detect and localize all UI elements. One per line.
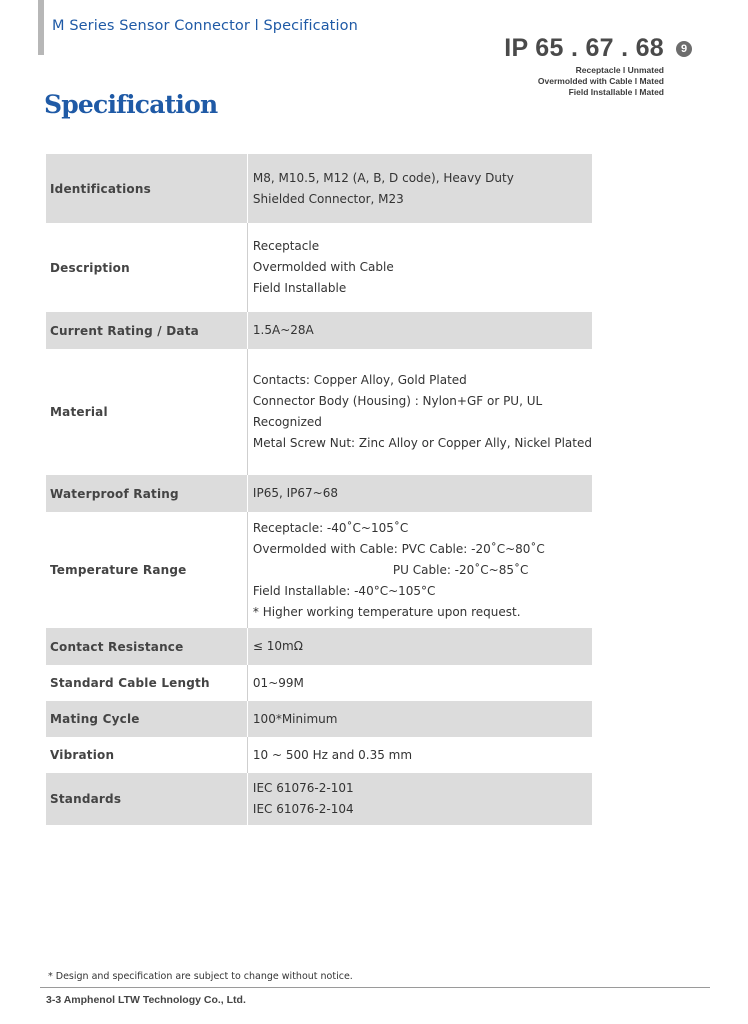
spec-row-identifications xyxy=(46,154,592,223)
spec-row-vibration xyxy=(46,737,592,773)
spec-row-cable-length xyxy=(46,665,592,701)
header-title: M Series Sensor Connector l Specification xyxy=(52,18,358,34)
spec-row-waterproof xyxy=(46,475,592,512)
spec-value xyxy=(247,773,592,825)
spec-row-temperature xyxy=(46,512,592,628)
spec-value xyxy=(247,512,592,628)
spec-value-line: * Higher working temperature upon request. xyxy=(252,604,521,619)
spec-value xyxy=(247,475,592,512)
spec-row-mating-cycle xyxy=(46,701,592,737)
spec-value xyxy=(247,701,592,737)
spec-value-line: IP65, IP67~68 xyxy=(252,486,338,500)
spec-value-line: IEC 61076-2-104 xyxy=(252,802,354,816)
spec-value-line: IEC 61076-2-101 xyxy=(252,781,354,795)
header-accent-bar xyxy=(38,0,44,55)
spec-value-line: Connector Body (Housing) : Nylon+GF or PU, UL xyxy=(252,394,543,408)
spec-table xyxy=(46,154,592,825)
spec-value-line: ≤ 10mΩ xyxy=(252,639,303,653)
spec-value-line: Overmolded with Cable: PVC Cable: -20˚C~80˚C xyxy=(252,541,545,556)
spec-row-current-rating xyxy=(46,312,592,349)
spec-row-description xyxy=(46,223,592,312)
spec-value-line: Contacts: Copper Alloy, Gold Plated xyxy=(252,373,467,387)
spec-value-line: PU Cable: -20˚C~85˚C xyxy=(392,562,529,577)
ip-state-line: Overmolded with Cable l Mated xyxy=(537,76,664,86)
ip-state-line: Receptacle l Unmated xyxy=(575,65,664,75)
ip-state-line: Field Installable l Mated xyxy=(568,87,664,97)
spec-label: Mating Cycle xyxy=(46,701,247,737)
spec-value-line: 100*Minimum xyxy=(252,711,338,726)
chapter-badge: 9 xyxy=(676,41,692,57)
spec-label: Waterproof Rating xyxy=(46,475,247,512)
spec-row-standards xyxy=(46,773,592,825)
spec-value xyxy=(247,349,592,475)
spec-label: Vibration xyxy=(46,737,247,773)
footer-divider xyxy=(40,987,710,988)
spec-value xyxy=(247,628,592,665)
spec-label: Standard Cable Length xyxy=(46,665,247,701)
spec-value-line: Recognized xyxy=(252,415,322,429)
spec-value-line: M8, M10.5, M12 (A, B, D code), Heavy Duty xyxy=(252,170,514,185)
spec-value-line: 1.5A~28A xyxy=(252,323,314,337)
spec-value xyxy=(247,154,592,223)
spec-row-contact-resistance xyxy=(46,628,592,665)
spec-value xyxy=(247,223,592,312)
ip-rating-block xyxy=(504,34,692,98)
spec-value-line: 01~99M xyxy=(252,675,304,690)
spec-label: Description xyxy=(46,223,247,312)
page-title: Specification xyxy=(44,90,218,119)
spec-value-line: Overmolded with Cable xyxy=(252,260,394,274)
spec-label: Temperature Range xyxy=(46,512,247,628)
spec-label: Identifications xyxy=(46,154,247,223)
ip-rating: IP 65 . 67 . 68 xyxy=(504,34,664,62)
footer-disclaimer: * Design and specification are subject to change without notice. xyxy=(48,971,353,982)
spec-value-line: Field Installable xyxy=(252,281,347,295)
spec-value-line: 10 ~ 500 Hz and 0.35 mm xyxy=(252,747,413,762)
footer-page-company: 3-3 Amphenol LTW Technology Co., Ltd. xyxy=(46,994,246,1006)
spec-row-material xyxy=(46,349,592,475)
spec-label: Contact Resistance xyxy=(46,628,247,665)
spec-value xyxy=(247,665,592,701)
spec-label: Current Rating / Data xyxy=(46,312,247,349)
spec-value-line: Receptacle xyxy=(252,239,320,253)
spec-value-line: Field Installable: -40°C~105°C xyxy=(252,583,436,598)
spec-value-line: Receptacle: -40˚C~105˚C xyxy=(252,520,409,535)
spec-label: Standards xyxy=(46,773,247,825)
spec-value xyxy=(247,312,592,349)
ip-mating-states xyxy=(504,65,664,98)
spec-label: Material xyxy=(46,349,247,475)
spec-value-line: Metal Screw Nut: Zinc Alloy or Copper Ally, Nickel Plated xyxy=(252,436,592,450)
spec-value-line: Shielded Connector, M23 xyxy=(252,191,404,206)
spec-value xyxy=(247,737,592,773)
